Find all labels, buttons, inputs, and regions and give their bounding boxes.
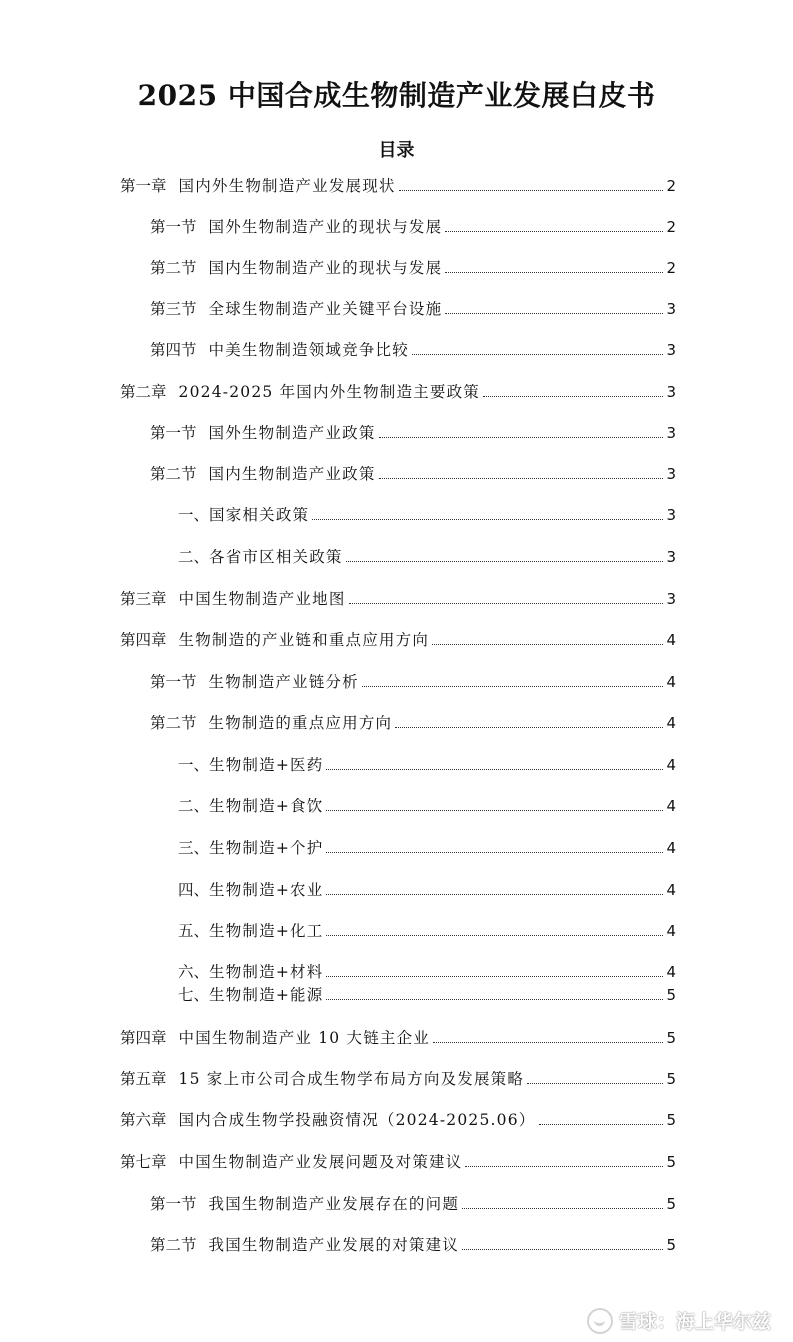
toc-dot-leader (432, 644, 663, 645)
toc-entry-label: 全球生物制造产业关键平台设施 (208, 300, 443, 318)
toc-entry-page: 5 (666, 1236, 676, 1254)
toc-entry[interactable] (178, 792, 676, 816)
toc-entry-page: 3 (666, 548, 676, 566)
toc-entry-label: 生物制造+能源 (209, 986, 324, 1004)
toc-dot-leader (349, 603, 663, 604)
toc-dot-leader (379, 437, 663, 438)
document-title: 2025 中国合成生物制造产业发展白皮书 (137, 79, 656, 112)
toc-entry-label: 中国生物制造产业地图 (178, 590, 346, 608)
toc-entry-page: 5 (666, 986, 676, 1004)
toc-entry-page: 4 (666, 673, 676, 691)
toc-entry-number: 一、 (178, 506, 210, 524)
toc-entry-label: 生物制造+化工 (209, 922, 324, 940)
toc-entry-label: 中美生物制造领域竞争比较 (208, 341, 409, 359)
toc-entry-number: 七、 (178, 986, 210, 1004)
toc-entry-number: 四、 (178, 881, 210, 899)
toc-entry-label: 我国生物制造产业发展的对策建议 (208, 1236, 460, 1254)
toc-entry-number: 二、 (178, 548, 210, 566)
toc-entry-number: 第一节 (150, 218, 197, 236)
toc-entry-label: 2024-2025 年国内外生物制造主要政策 (178, 383, 480, 401)
toc-entry-number: 第四章 (120, 631, 167, 649)
toc-entry[interactable] (178, 958, 676, 982)
toc-entry-label: 生物制造+农业 (209, 881, 324, 899)
toc-entry[interactable] (178, 981, 676, 1005)
toc-entry-page: 4 (666, 881, 676, 899)
toc-entry[interactable] (120, 1148, 676, 1172)
toc-entry-number: 第一章 (120, 177, 167, 195)
toc-entry[interactable] (178, 834, 676, 858)
toc-entry-number: 第五章 (120, 1070, 167, 1088)
toc-entry-page: 3 (666, 383, 676, 401)
toc-entry[interactable] (178, 917, 676, 941)
toc-entry-label: 我国生物制造产业发展存在的问题 (208, 1195, 460, 1213)
toc-entry-page: 3 (666, 506, 676, 524)
toc-entry[interactable] (150, 1231, 676, 1255)
toc-entry[interactable] (150, 419, 676, 443)
toc-dot-leader (326, 976, 663, 977)
toc-dot-leader (445, 313, 663, 314)
toc-entry-label: 生物制造的重点应用方向 (208, 714, 393, 732)
toc-dot-leader (362, 686, 663, 687)
toc-entry-label: 国内合成生物学投融资情况（2024-2025.06） (178, 1111, 536, 1129)
toc-entry[interactable] (178, 876, 676, 900)
toc-entry-page: 3 (666, 465, 676, 483)
toc-dot-leader (465, 1166, 663, 1167)
toc-dot-leader (312, 519, 663, 520)
toc-dot-leader (462, 1208, 663, 1209)
toc-entry-page: 5 (666, 1153, 676, 1171)
toc-entry-label: 中国生物制造产业发展问题及对策建议 (178, 1153, 463, 1171)
toc-dot-leader (445, 272, 663, 273)
toc-entry-label: 国外生物制造产业的现状与发展 (208, 218, 443, 236)
toc-entry-label: 生物制造+个护 (209, 839, 324, 857)
toc-dot-leader (399, 190, 663, 191)
toc-heading: 目录 (378, 140, 415, 161)
toc-dot-leader (462, 1249, 663, 1250)
toc-entry-page: 2 (666, 218, 676, 236)
toc-dot-leader (326, 810, 663, 811)
toc-entry-number: 第四章 (120, 1029, 167, 1047)
toc-entry[interactable] (150, 213, 676, 237)
toc-entry-page: 4 (666, 839, 676, 857)
toc-entry-label: 生物制造+食饮 (209, 797, 324, 815)
toc-entry-page: 5 (666, 1029, 676, 1047)
toc-entry[interactable] (150, 295, 676, 319)
toc-entry-number: 三、 (178, 839, 210, 857)
toc-entry-page: 2 (666, 259, 676, 277)
toc-entry-label: 中国生物制造产业 10 大链主企业 (178, 1029, 430, 1047)
toc-dot-leader (326, 769, 663, 770)
toc-entry-label: 国内生物制造产业政策 (208, 465, 376, 483)
toc-dot-leader (483, 396, 663, 397)
toc-entry-page: 3 (666, 341, 676, 359)
toc-entry-number: 第一节 (150, 424, 197, 442)
toc-entry-number: 五、 (178, 922, 210, 940)
toc-entry-label: 15 家上市公司合成生物学布局方向及发展策略 (178, 1070, 525, 1088)
toc-entry-label: 生物制造产业链分析 (208, 673, 359, 691)
toc-entry-label: 生物制造+材料 (209, 963, 324, 981)
toc-entry-page: 4 (666, 922, 676, 940)
toc-dot-leader (395, 727, 663, 728)
toc-dot-leader (412, 354, 663, 355)
toc-dot-leader (326, 935, 663, 936)
toc-entry-label: 国内外生物制造产业发展现状 (178, 177, 396, 195)
toc-entry-label: 国内生物制造产业的现状与发展 (208, 259, 443, 277)
toc-entry[interactable] (178, 751, 676, 775)
toc-entry[interactable] (150, 709, 676, 733)
toc-entry-number: 一、 (178, 756, 210, 774)
toc-entry[interactable] (120, 172, 676, 196)
toc-entry-number: 二、 (178, 797, 210, 815)
toc-entry-number: 第二节 (150, 1236, 197, 1254)
watermark-text: 雪球：海上华尔兹 (618, 1311, 771, 1333)
toc-entry-page: 4 (666, 714, 676, 732)
toc-entry[interactable] (120, 1065, 676, 1089)
toc-entry-label: 各省市区相关政策 (209, 548, 343, 566)
toc-entry-number: 第六章 (120, 1111, 167, 1129)
toc-entry-label: 生物制造的产业链和重点应用方向 (178, 631, 430, 649)
toc-dot-leader (539, 1124, 664, 1125)
toc-entry[interactable] (150, 1190, 676, 1214)
toc-entry[interactable] (120, 1106, 676, 1130)
toc-entry[interactable] (120, 378, 676, 402)
toc-entry-number: 第二章 (120, 383, 167, 401)
toc-dot-leader (379, 478, 663, 479)
toc-entry[interactable] (150, 254, 676, 278)
toc-entry-number: 第二节 (150, 259, 197, 277)
watermark (587, 1307, 771, 1334)
toc-entry-label: 国外生物制造产业政策 (208, 424, 376, 442)
toc-entry[interactable] (150, 668, 676, 692)
toc-entry[interactable] (120, 626, 676, 650)
toc-entry-page: 2 (666, 177, 676, 195)
toc-dot-leader (433, 1042, 663, 1043)
toc-entry-page: 4 (666, 963, 676, 981)
toc-dot-leader (346, 561, 663, 562)
toc-dot-leader (445, 231, 663, 232)
toc-entry-number: 第二节 (150, 714, 197, 732)
toc-entry-page: 4 (666, 631, 676, 649)
toc-dot-leader (326, 894, 663, 895)
toc-entry-page: 4 (666, 756, 676, 774)
toc-entry-number: 第三章 (120, 590, 167, 608)
toc-entry-page: 5 (666, 1111, 676, 1129)
toc-entry-number: 六、 (178, 963, 210, 981)
toc-entry-page: 5 (666, 1195, 676, 1213)
toc-entry-page: 3 (666, 300, 676, 318)
toc-entry-page: 3 (666, 590, 676, 608)
toc-entry-number: 第三节 (150, 300, 197, 318)
toc-entry-number: 第一节 (150, 1195, 197, 1213)
xueqiu-logo-icon (587, 1308, 613, 1334)
toc-entry-number: 第四节 (150, 341, 197, 359)
toc-entry[interactable] (120, 585, 676, 609)
toc-entry[interactable] (178, 543, 676, 567)
toc-entry-label: 生物制造+医药 (209, 756, 324, 774)
toc-entry[interactable] (120, 1024, 676, 1048)
toc-entry[interactable] (150, 336, 676, 360)
toc-entry[interactable] (178, 501, 676, 525)
toc-entry-number: 第七章 (120, 1153, 167, 1171)
toc-dot-leader (326, 852, 663, 853)
toc-entry-page: 3 (666, 424, 676, 442)
toc-entry-page: 5 (666, 1070, 676, 1088)
toc-entry-number: 第一节 (150, 673, 197, 691)
toc-dot-leader (326, 999, 663, 1000)
toc-entry[interactable] (150, 460, 676, 484)
toc-dot-leader (527, 1083, 663, 1084)
toc-entry-number: 第二节 (150, 465, 197, 483)
toc-entry-label: 国家相关政策 (209, 506, 310, 524)
toc-entry-page: 4 (666, 797, 676, 815)
